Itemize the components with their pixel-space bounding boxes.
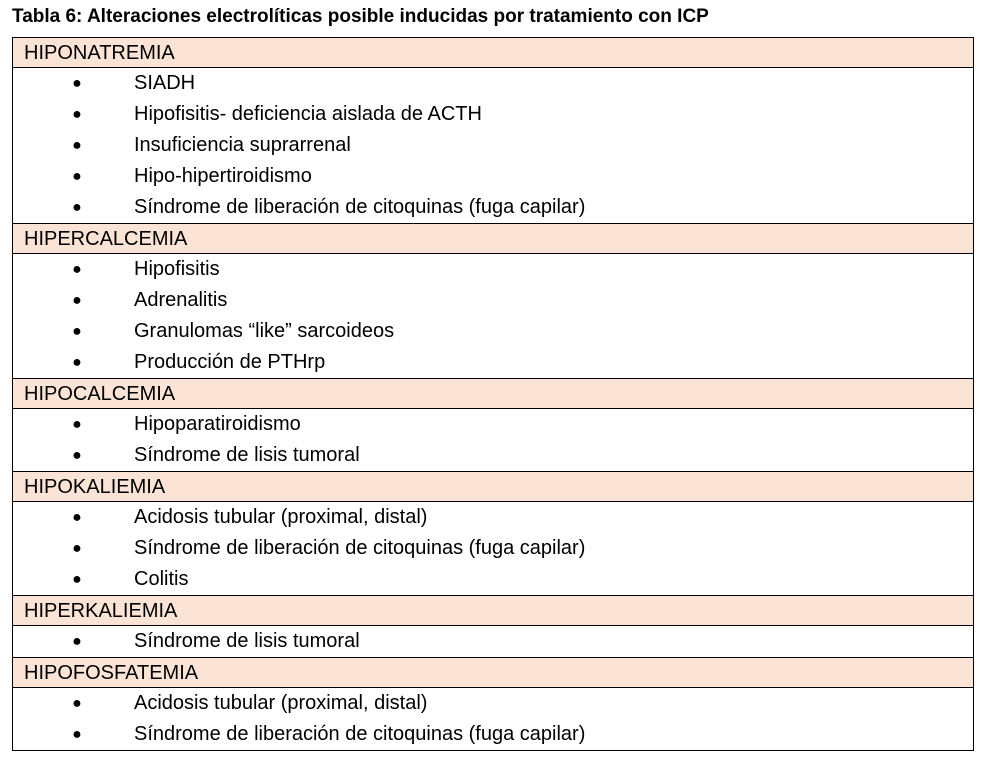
list-item-text: Colitis — [134, 568, 189, 590]
list-item — [13, 626, 973, 657]
list-item — [13, 533, 973, 564]
list-item-text: Síndrome de lisis tumoral — [134, 444, 360, 466]
list-item — [13, 99, 973, 130]
section-heading: HIPERCALCEMIA — [13, 224, 973, 254]
list-item-text: Adrenalitis — [134, 289, 228, 311]
bullet-icon: ● — [72, 168, 82, 185]
list-item — [13, 502, 973, 533]
list-item-text: Síndrome de liberación de citoquinas (fuga capilar) — [134, 723, 586, 745]
bullet-icon: ● — [72, 416, 82, 433]
bullet-icon: ● — [72, 633, 82, 650]
table-section — [13, 224, 973, 379]
section-list — [13, 254, 973, 379]
list-item — [13, 316, 973, 347]
bullet-icon: ● — [72, 199, 82, 216]
bullet-icon: ● — [72, 571, 82, 588]
list-item-text: Hipofisitis — [134, 258, 220, 280]
list-item-text: Acidosis tubular (proximal, distal) — [134, 506, 428, 528]
bullet-icon: ● — [72, 726, 82, 743]
list-item-text: Producción de PTHrp — [134, 351, 326, 373]
section-list — [13, 688, 973, 750]
section-list — [13, 68, 973, 224]
bullet-icon: ● — [72, 323, 82, 340]
list-item-text: Hipoparatiroidismo — [134, 413, 301, 435]
section-heading: HIPONATREMIA — [13, 38, 973, 68]
table-section — [13, 596, 973, 658]
list-item-text: SIADH — [134, 72, 196, 94]
bullet-icon: ● — [72, 540, 82, 557]
bullet-icon: ● — [72, 509, 82, 526]
list-item — [13, 347, 973, 378]
table-section — [13, 472, 973, 596]
section-heading: HIPERKALIEMIA — [13, 596, 973, 626]
list-item — [13, 130, 973, 161]
section-list — [13, 626, 973, 658]
bullet-icon: ● — [72, 75, 82, 92]
list-item-text: Síndrome de liberación de citoquinas (fuga capilar) — [134, 196, 586, 218]
list-item-text: Hipofisitis- deficiencia aislada de ACTH — [134, 103, 482, 125]
table-title: Tabla 6: Alteraciones electrolíticas posible inducidas por tratamiento con ICP — [12, 6, 709, 27]
bullet-icon: ● — [72, 354, 82, 371]
table-section — [13, 38, 973, 224]
list-item — [13, 68, 973, 99]
section-list — [13, 409, 973, 472]
list-item-text: Insuficiencia suprarrenal — [134, 134, 351, 156]
electrolyte-table — [12, 37, 974, 751]
list-item — [13, 254, 973, 285]
list-item — [13, 161, 973, 192]
section-list — [13, 502, 973, 596]
list-item-text: Granulomas “like” sarcoideos — [134, 320, 395, 342]
bullet-icon: ● — [72, 106, 82, 123]
list-item — [13, 564, 973, 595]
list-item-text: Síndrome de lisis tumoral — [134, 630, 360, 652]
bullet-icon: ● — [72, 447, 82, 464]
list-item — [13, 409, 973, 440]
list-item — [13, 440, 973, 471]
list-item-text: Hipo-hipertiroidismo — [134, 165, 312, 187]
list-item — [13, 688, 973, 719]
bullet-icon: ● — [72, 261, 82, 278]
list-item-text: Síndrome de liberación de citoquinas (fuga capilar) — [134, 537, 586, 559]
bullet-icon: ● — [72, 137, 82, 154]
list-item — [13, 285, 973, 316]
bullet-icon: ● — [72, 695, 82, 712]
bullet-icon: ● — [72, 292, 82, 309]
section-heading: HIPOFOSFATEMIA — [13, 658, 973, 688]
section-heading: HIPOCALCEMIA — [13, 379, 973, 409]
list-item-text: Acidosis tubular (proximal, distal) — [134, 692, 428, 714]
list-item — [13, 719, 973, 750]
table-section — [13, 379, 973, 472]
table-section — [13, 658, 973, 750]
section-heading: HIPOKALIEMIA — [13, 472, 973, 502]
list-item — [13, 192, 973, 223]
